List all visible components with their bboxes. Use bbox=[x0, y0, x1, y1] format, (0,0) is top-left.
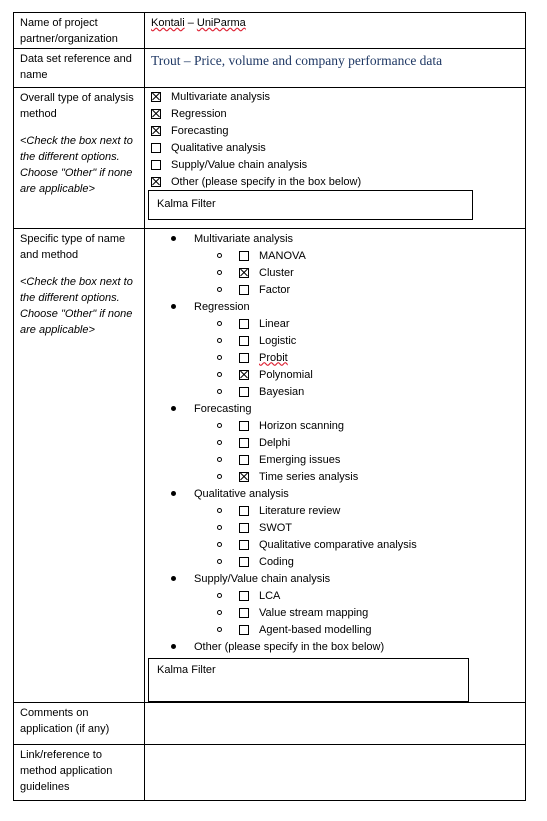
link-row bbox=[14, 745, 526, 801]
specific-label-cell bbox=[14, 229, 145, 703]
partner-value[interactable] bbox=[145, 13, 526, 49]
checkbox-icon[interactable] bbox=[239, 608, 249, 618]
overall-row bbox=[14, 88, 526, 229]
checkbox-icon[interactable] bbox=[239, 387, 249, 397]
overall-hint: <Check the box next to the different options. Choose "Other" if none are applicable> bbox=[20, 135, 133, 195]
overall-option-forecasting[interactable] bbox=[151, 122, 519, 139]
specific-options-cell bbox=[145, 229, 526, 703]
overall-option-regression[interactable] bbox=[151, 105, 519, 122]
checkbox-icon[interactable] bbox=[239, 251, 249, 261]
option-label: Bayesian bbox=[259, 385, 305, 398]
bullet-icon bbox=[171, 304, 176, 309]
option-label: Forecasting bbox=[171, 124, 229, 137]
option-label: Coding bbox=[259, 555, 294, 568]
method-option-manova[interactable] bbox=[145, 247, 519, 264]
overall-option-multivariate[interactable] bbox=[151, 88, 519, 105]
checkbox-icon[interactable] bbox=[239, 319, 249, 329]
circle-bullet-icon bbox=[217, 474, 222, 479]
option-label: LCA bbox=[259, 589, 281, 602]
comments-label: Comments on application (if any) bbox=[14, 703, 145, 745]
overall-label: Overall type of analysis method bbox=[20, 92, 134, 120]
method-option-delphi[interactable] bbox=[145, 434, 519, 451]
bullet-icon bbox=[171, 644, 176, 649]
overall-option-other[interactable] bbox=[151, 173, 519, 190]
comments-value[interactable] bbox=[145, 703, 526, 745]
overall-other-box[interactable]: Kalma Filter bbox=[148, 190, 473, 220]
circle-bullet-icon bbox=[217, 440, 222, 445]
circle-bullet-icon bbox=[217, 253, 222, 258]
method-group-supply-value-chain-analysis bbox=[145, 570, 519, 587]
partner-label: Name of project partner/organization bbox=[14, 13, 145, 49]
checkbox-icon[interactable] bbox=[239, 591, 249, 601]
specific-label: Specific type of name and method bbox=[20, 233, 126, 261]
option-label: Probit bbox=[259, 351, 288, 364]
group-label: Qualitative analysis bbox=[194, 487, 289, 500]
checkbox-icon[interactable] bbox=[239, 557, 249, 567]
option-label: Time series analysis bbox=[259, 470, 359, 483]
method-option-probit[interactable] bbox=[145, 349, 519, 366]
option-label: Cluster bbox=[259, 266, 294, 279]
circle-bullet-icon bbox=[217, 610, 222, 615]
checkbox-icon[interactable] bbox=[151, 143, 161, 153]
checkbox-icon[interactable] bbox=[151, 160, 161, 170]
method-option-agent-based-modelling[interactable] bbox=[145, 621, 519, 638]
checkbox-icon[interactable] bbox=[239, 353, 249, 363]
option-label: Linear bbox=[259, 317, 290, 330]
method-option-time-series-analysis[interactable] bbox=[145, 468, 519, 485]
circle-bullet-icon bbox=[217, 627, 222, 632]
bullet-icon bbox=[171, 406, 176, 411]
checked-box-icon[interactable] bbox=[151, 92, 161, 102]
checkbox-icon[interactable] bbox=[239, 285, 249, 295]
bullet-icon bbox=[171, 236, 176, 241]
option-label: Regression bbox=[171, 107, 227, 120]
partner-separator: – bbox=[184, 17, 197, 29]
partner-row bbox=[14, 13, 526, 49]
comments-row bbox=[14, 703, 526, 745]
circle-bullet-icon bbox=[217, 423, 222, 428]
method-option-lca[interactable] bbox=[145, 587, 519, 604]
method-option-polynomial[interactable] bbox=[145, 366, 519, 383]
specific-hint: <Check the box next to the different options. Choose "Other" if none are applicable> bbox=[20, 276, 133, 336]
option-label: Horizon scanning bbox=[259, 419, 344, 432]
option-label: SWOT bbox=[259, 521, 292, 534]
circle-bullet-icon bbox=[217, 270, 222, 275]
bullet-icon bbox=[171, 491, 176, 496]
overall-options-cell bbox=[145, 88, 526, 229]
checked-box-icon[interactable] bbox=[239, 268, 249, 278]
option-label: Other (please specify in the box below) bbox=[171, 175, 362, 188]
option-label: MANOVA bbox=[259, 249, 306, 262]
overall-option-supply[interactable] bbox=[151, 156, 519, 173]
checkbox-icon[interactable] bbox=[239, 523, 249, 533]
circle-bullet-icon bbox=[217, 321, 222, 326]
group-label: Forecasting bbox=[194, 402, 252, 415]
group-label: Multivariate analysis bbox=[194, 232, 294, 245]
overall-options-list bbox=[151, 88, 519, 190]
dataset-value-cell[interactable] bbox=[145, 49, 526, 88]
method-option-value-stream-mapping[interactable] bbox=[145, 604, 519, 621]
option-label: Qualitative analysis bbox=[171, 141, 266, 154]
bullet-icon bbox=[171, 576, 176, 581]
checkbox-icon[interactable] bbox=[239, 625, 249, 635]
checked-box-icon[interactable] bbox=[151, 109, 161, 119]
specific-groups-list bbox=[145, 230, 519, 638]
overall-option-qualitative[interactable] bbox=[151, 139, 519, 156]
method-option-factor[interactable] bbox=[145, 281, 519, 298]
checked-box-icon[interactable] bbox=[151, 126, 161, 136]
option-label: Literature review bbox=[259, 504, 341, 517]
link-label: Link/reference to method application guidelines bbox=[14, 745, 145, 801]
option-label: Logistic bbox=[259, 334, 297, 347]
specific-other-item bbox=[145, 638, 519, 655]
circle-bullet-icon bbox=[217, 508, 222, 513]
option-label: Delphi bbox=[259, 436, 291, 449]
circle-bullet-icon bbox=[217, 559, 222, 564]
specific-row bbox=[14, 229, 526, 703]
checked-box-icon[interactable] bbox=[239, 370, 249, 380]
method-option-logistic[interactable] bbox=[145, 332, 519, 349]
method-option-cluster[interactable] bbox=[145, 264, 519, 281]
checked-box-icon[interactable] bbox=[239, 472, 249, 482]
circle-bullet-icon bbox=[217, 593, 222, 598]
checkbox-icon[interactable] bbox=[239, 438, 249, 448]
checked-box-icon[interactable] bbox=[151, 177, 161, 187]
option-label: Agent-based modelling bbox=[259, 623, 372, 636]
checkbox-icon[interactable] bbox=[239, 540, 249, 550]
option-label: Multivariate analysis bbox=[171, 90, 271, 103]
specific-other-label: Other (please specify in the box below) bbox=[194, 640, 385, 653]
method-group-multivariate-analysis bbox=[145, 230, 519, 247]
option-label: Qualitative comparative analysis bbox=[259, 538, 417, 551]
partner-uni: UniParma bbox=[196, 17, 246, 29]
dataset-name: Trout – Price, volume and company performance data bbox=[151, 53, 443, 68]
option-label: Polynomial bbox=[259, 368, 313, 381]
circle-bullet-icon bbox=[217, 372, 222, 377]
option-label: Supply/Value chain analysis bbox=[171, 158, 308, 171]
checkbox-icon[interactable] bbox=[239, 336, 249, 346]
method-option-bayesian[interactable] bbox=[145, 383, 519, 400]
group-label: Supply/Value chain analysis bbox=[194, 572, 331, 585]
method-option-literature-review[interactable] bbox=[145, 502, 519, 519]
method-option-swot[interactable] bbox=[145, 519, 519, 536]
analysis-form-table bbox=[13, 12, 526, 801]
dataset-row bbox=[14, 49, 526, 88]
checkbox-icon[interactable] bbox=[239, 455, 249, 465]
option-label: Factor bbox=[259, 283, 291, 296]
circle-bullet-icon bbox=[217, 542, 222, 547]
option-label: Emerging issues bbox=[259, 453, 341, 466]
method-option-horizon-scanning[interactable] bbox=[145, 417, 519, 434]
checkbox-icon[interactable] bbox=[239, 506, 249, 516]
method-option-qualitative-comparative-analysis[interactable] bbox=[145, 536, 519, 553]
method-option-linear[interactable] bbox=[145, 315, 519, 332]
circle-bullet-icon bbox=[217, 389, 222, 394]
group-label: Regression bbox=[194, 300, 250, 313]
method-option-emerging-issues[interactable] bbox=[145, 451, 519, 468]
method-group-forecasting bbox=[145, 400, 519, 417]
option-label: Value stream mapping bbox=[259, 606, 369, 619]
method-group-qualitative-analysis bbox=[145, 485, 519, 502]
circle-bullet-icon bbox=[217, 525, 222, 530]
circle-bullet-icon bbox=[217, 355, 222, 360]
dataset-label: Data set reference and name bbox=[14, 49, 145, 88]
overall-label-cell bbox=[14, 88, 145, 229]
circle-bullet-icon bbox=[217, 338, 222, 343]
specific-other-box[interactable]: Kalma Filter bbox=[148, 658, 469, 702]
circle-bullet-icon bbox=[217, 457, 222, 462]
method-group-regression bbox=[145, 298, 519, 315]
checkbox-icon[interactable] bbox=[239, 421, 249, 431]
circle-bullet-icon bbox=[217, 287, 222, 292]
method-option-coding[interactable] bbox=[145, 553, 519, 570]
link-value[interactable] bbox=[145, 745, 526, 801]
partner-org: Kontali bbox=[151, 17, 185, 29]
